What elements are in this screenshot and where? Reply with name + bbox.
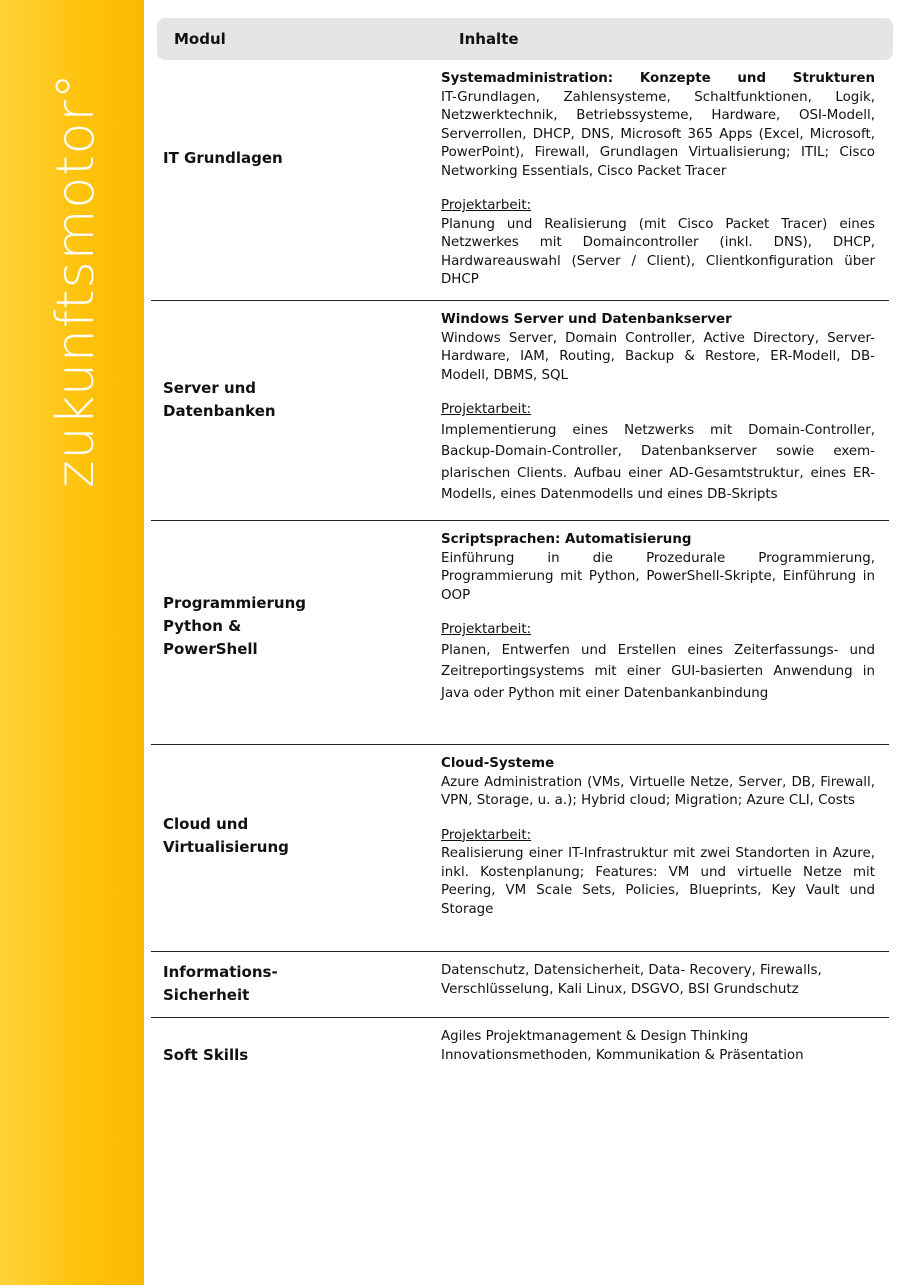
table-row <box>151 68 889 301</box>
project-text: Realisierung einer IT-Infrastruktur mit zwei Standorten in Azure, inkl. Kostenplanung; Features: VM und virtuelle Netze mit Peering, VM Scale Sets, Policies, Blueprints, Key Vault und Storage <box>441 846 875 917</box>
content-title: Systemadministration: Konzepte und Strukturen <box>441 71 875 86</box>
content-text: Einführung in die Prozedurale Programmierung, Programmierung mit Python, PowerShell-Skripte, Einführung in OOP <box>441 550 875 603</box>
module-name: IT Grundlagen <box>163 149 283 167</box>
content-text: IT-Grundlagen, Zahlensysteme, Schaltfunktionen, Logik, Netzwerktechnik, Betriebssysteme, Hardware, OSI-Modell, Serverrollen, DHCP, DNS, Microsoft 365 Apps (Excel, Microsoft, PowerPoint), Firewall, Grundlagen Virtualisierung; ITIL; Cisco Networking Essentials, Cisco Packet Tracer <box>441 89 875 179</box>
content-line: Innovationsmethoden, Kommunikation & Präsentation <box>441 1047 804 1063</box>
project-text: Implementierung eines Netzwerks mit Domain-Controller, Backup-Domain-Controller, Datenbankserver sowie exem-plarischen Clients. Aufbau einer AD-Gesamtstruktur, eines ER-Modells, eines Datenmodells und eines DB-Skripts <box>441 422 875 502</box>
project-label: Projektarbeit: <box>441 622 532 637</box>
module-name: Soft Skills <box>163 1046 249 1064</box>
project-label: Projektarbeit: <box>441 198 532 213</box>
table-row <box>151 1018 889 1078</box>
module-name: Informations- Sicherheit <box>163 963 278 1004</box>
content-text: Datenschutz, Datensicherheit, Data- Recovery, Firewalls, Verschlüsselung, Kali Linux, DSGVO, BSI Grundschutz <box>441 963 822 997</box>
table-header <box>157 18 893 60</box>
content-title: Scriptsprachen: Automatisierung <box>441 532 692 547</box>
module-name: Server und Datenbanken <box>163 379 276 420</box>
module-content <box>441 1028 875 1065</box>
project-label: Projektarbeit: <box>441 827 532 843</box>
content-text: Windows Server, Domain Controller, Active Directory, Server-Hardware, IAM, Routing, Backup & Restore, ER-Modell, DB-Modell, DBMS, SQL <box>441 330 875 383</box>
table-row <box>151 745 889 952</box>
header-inhalte: Inhalte <box>459 30 519 48</box>
module-content <box>441 311 875 506</box>
module-content <box>441 531 875 704</box>
table-row <box>151 301 889 521</box>
project-text: Planung und Realisierung (mit Cisco Packet Tracer) eines Netzwerkes mit Domaincontroller (inkl. DNS), DHCP, Hardwareauswahl (Server / Client), Clientkonfiguration über DHCP <box>441 216 875 287</box>
content-text: Azure Administration (VMs, Virtuelle Netze, Server, DB, Firewall, VPN, Storage, u. a.); Hybrid cloud; Migration; Azure CLI, Costs <box>441 774 875 808</box>
module-content <box>441 70 875 290</box>
module-content <box>441 755 875 919</box>
table-row <box>151 521 889 745</box>
header-modul: Modul <box>174 30 226 48</box>
table-row <box>151 952 889 1018</box>
module-name: Cloud und Virtualisierung <box>163 815 289 856</box>
brand-logo: zukunftsmotor° <box>46 72 106 488</box>
content-title: Windows Server und Datenbankserver <box>441 312 732 327</box>
module-name: Programmierung Python & PowerShell <box>163 594 307 658</box>
brand-sidebar <box>0 0 144 1285</box>
project-text: Planen, Entwerfen und Erstellen eines Zeiterfassungs- und Zeitreportingsystems mit einer GUI-basierten Anwendung in Java oder Python mit einer Datenbankanbindung <box>441 642 875 701</box>
project-label: Projektarbeit: <box>441 402 532 417</box>
content-title: Cloud-Systeme <box>441 756 555 771</box>
content-line: Agiles Projektmanagement & Design Thinking <box>441 1029 749 1044</box>
module-content <box>441 962 861 999</box>
